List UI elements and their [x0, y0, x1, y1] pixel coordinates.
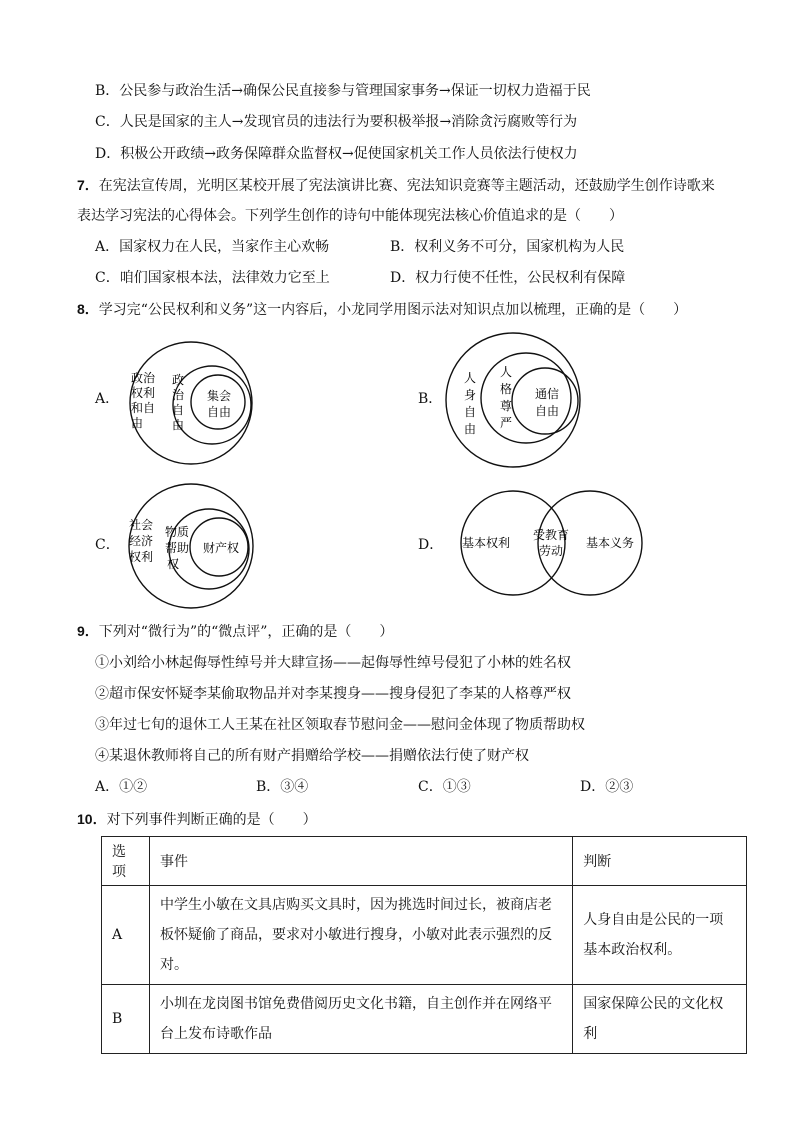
q6-option-c: C．人民是国家的主人→发现官员的违法行为要积极举报→消除贪污腐败等行为	[95, 114, 578, 130]
diagram-c-middle-3: 权	[166, 557, 180, 571]
diagram-b-middle-1: 人	[499, 365, 513, 379]
diagram-b-middle-4: 严	[499, 416, 513, 430]
q7-number: 7．	[77, 177, 99, 193]
diagram-a-outer-1: 政治	[130, 371, 156, 385]
diagram-b-outer-4: 由	[463, 422, 477, 436]
q9-item-2: ②超市保安怀疑李某偷取物品并对李某搜身——搜身侵犯了李某的人格尊严权	[95, 686, 571, 702]
q8-number: 8．	[77, 301, 99, 317]
diagram-c-outer-3: 权利	[128, 550, 154, 564]
q10-stem-text: 对下列事件判断正确的是（ ）	[106, 812, 317, 828]
diagram-a-outer-4: 由	[130, 416, 144, 430]
table-cell-option: A	[102, 886, 150, 985]
diagram-b-inner-circle	[512, 368, 578, 434]
q7-stem-line2: 表达学习宪法的心得体会。下列学生创作的诗句中能体现宪法核心价值追求的是（ ）	[77, 208, 623, 224]
diagram-b-inner-2: 自由	[534, 404, 560, 418]
q10-stem-line	[77, 809, 317, 830]
q8-diagram-d	[450, 488, 650, 600]
table-cell-option: B	[102, 985, 150, 1054]
q6-option-d: D．积极公开政绩→政务保障群众监督权→促使国家机关工作人员依法行使权力	[95, 146, 578, 162]
q9-option-d: D．②③	[580, 779, 634, 795]
table-header-judgement: 判断	[573, 837, 747, 886]
q7-option-c: C．咱们国家根本法，法律效力它至上	[95, 270, 330, 286]
diagram-b-middle-2: 格	[499, 382, 513, 396]
diagram-a-middle-1: 政	[171, 373, 185, 387]
table-cell-judgement: 国家保障公民的文化权利	[573, 985, 747, 1054]
diagram-a-outer-2: 权利	[130, 386, 156, 400]
q8-diagram-c	[115, 477, 275, 617]
q9-stem-text: 下列对“微行为”的“微点评”，正确的是（ ）	[98, 624, 394, 640]
q9-stem-line	[77, 621, 393, 642]
table-row	[102, 985, 747, 1054]
q9-option-c: C．①③	[418, 779, 471, 795]
table-row	[102, 886, 747, 985]
q7-option-d: D．权力行使不任性，公民权利有保障	[390, 270, 626, 286]
q9-item-3: ③年过七旬的退休工人王某在社区领取春节慰问金——慰问金体现了物质帮助权	[95, 717, 585, 733]
table-cell-event: 中学生小敏在文具店购买文具时，因为挑选时间过长，被商店老板怀疑偷了商品，要求对小敏进行搜身，小敏对此表示强烈的反对。	[149, 886, 572, 985]
q6-option-b: B．公民参与政治生活→确保公民直接参与管理国家事务→保证一切权力造福于民	[95, 83, 591, 99]
diagram-d-overlap-2: 劳动	[538, 544, 564, 558]
q7-option-a: A．国家权力在人民，当家作主心欢畅	[95, 239, 330, 255]
diagram-b-outer-3: 自	[463, 405, 477, 419]
table-header-event: 事件	[149, 837, 572, 886]
diagram-b-inner-1: 通信	[534, 387, 560, 401]
q7-stem-line1	[77, 175, 715, 196]
q10-table	[101, 836, 747, 1054]
q8-diagram-c-label: C．	[95, 537, 120, 553]
table-cell-event: 小圳在龙岗图书馆免费借阅历史文化书籍，自主创作并在网络平台上发布诗歌作品	[149, 985, 572, 1054]
diagram-a-inner-1: 集会	[206, 389, 232, 403]
diagram-a-outer-3: 和自	[130, 401, 156, 415]
q8-diagram-a	[115, 330, 275, 480]
diagram-b-outer-2: 身	[463, 388, 477, 402]
q7-option-b: B．权利义务不可分，国家机构为人民	[390, 239, 625, 255]
q9-number: 9．	[77, 623, 99, 639]
table-header-option: 选项	[102, 837, 150, 886]
diagram-c-outer-2: 经济	[128, 534, 154, 548]
q10-number: 10．	[77, 811, 107, 827]
diagram-a-middle-3: 自	[171, 403, 185, 417]
diagram-c-outer-1: 社会	[128, 518, 154, 532]
diagram-a-middle-4: 由	[171, 418, 185, 432]
q9-option-a: A．①②	[95, 779, 148, 795]
diagram-a-middle-2: 治	[171, 388, 185, 402]
q9-item-4: ④某退休教师将自己的所有财产捐赠给学校——捐赠依法行使了财产权	[95, 748, 529, 764]
diagram-d-overlap-1: 受教育	[532, 528, 570, 542]
q8-stem-line	[77, 299, 687, 320]
diagram-c-inner-1: 财产权	[202, 541, 240, 555]
diagram-c-middle-2: 帮助	[164, 541, 190, 555]
diagram-a-inner-2: 自由	[206, 405, 232, 419]
q9-item-1: ①小刘给小林起侮辱性绰号并大肆宣扬——起侮辱性绰号侵犯了小林的姓名权	[95, 655, 571, 671]
diagram-b-outer-1: 人	[463, 371, 477, 385]
diagram-c-middle-1: 物质	[164, 525, 190, 539]
table-header-row	[102, 837, 747, 886]
q7-stem-text-1: 在宪法宣传周，光明区某校开展了宪法演讲比赛、宪法知识竞赛等主题活动，还鼓励学生创作诗歌来	[98, 178, 715, 194]
q8-stem-text: 学习完“公民权利和义务”这一内容后，小龙同学用图示法对知识点加以梳理，正确的是（ ）	[98, 302, 688, 318]
table-cell-judgement: 人身自由是公民的一项基本政治权利。	[573, 886, 747, 985]
q8-diagram-b-label: B．	[418, 391, 443, 407]
q8-diagram-d-label: D．	[418, 537, 444, 553]
diagram-d-left-text: 基本权利	[461, 536, 511, 550]
q8-diagram-a-label: A．	[95, 391, 120, 407]
q8-diagram-b	[440, 326, 600, 476]
diagram-d-right-text: 基本义务	[585, 536, 635, 550]
q9-option-b: B．③④	[256, 779, 309, 795]
diagram-b-middle-3: 尊	[499, 399, 513, 413]
